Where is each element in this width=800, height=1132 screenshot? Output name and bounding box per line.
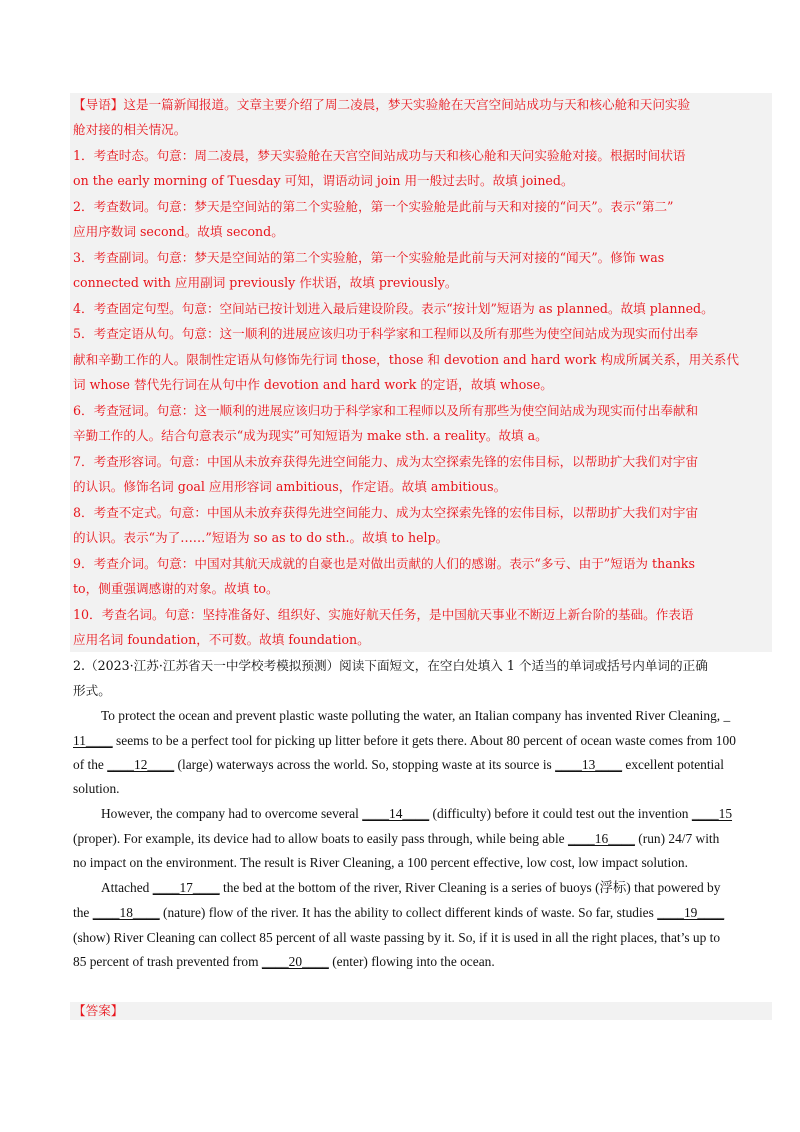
explanation-line: 10．考查名词。句意：坚持准备好、组织好、实施好航天任务，是中国航天事业不断迈上新台阶的基础。作表语 bbox=[73, 607, 694, 622]
passage-line: no impact on the environment. The result is River Cleaning, a 100 percent effective, low cost, low impact solution. bbox=[73, 855, 688, 870]
explanation-line: on the early morning of Tuesday 可知，谓语动词 join 用一般过去时。故填 joined。 bbox=[73, 173, 574, 188]
passage-line: solution. bbox=[73, 781, 120, 796]
answer-label: 【答案】 bbox=[73, 1003, 124, 1018]
blank-11: 11____ bbox=[73, 733, 113, 748]
explanation-line: 7．考查形容词。句意：中国从未放弃获得先进空间能力、成为太空探索先锋的宏伟目标，以帮助扩大我们对宇宙 bbox=[73, 454, 699, 469]
passage-text: (run) 24/7 with bbox=[634, 831, 720, 846]
passage-line bbox=[101, 880, 773, 896]
blank-13: ____13____ bbox=[555, 757, 623, 772]
explanation-line: 9．考查介词。句意：中国对其航天成就的自豪也是对做出贡献的人们的感谢。表示“多亏、由于”短语为 thanks bbox=[73, 556, 695, 571]
passage-text: To protect the ocean and prevent plastic waste polluting the water, an Italian company has invented River Cleaning, bbox=[101, 708, 721, 723]
explanation-line: 2．考查数词。句意：梦天是空间站的第二个实验舱，第一个实验舱是此前与天和对接的“问天”。表示“第二” bbox=[73, 199, 674, 214]
passage-text: 85 percent of trash prevented from bbox=[73, 954, 262, 969]
passage-line bbox=[101, 806, 773, 822]
explanation-line: 舱对接的相关情况。 bbox=[73, 122, 187, 137]
passage-text: (large) waterways across the world. So, stopping waste at its source is bbox=[174, 757, 556, 772]
passage-line bbox=[101, 708, 773, 724]
passage-text: excellent potential bbox=[622, 757, 724, 772]
passage-line bbox=[73, 733, 773, 749]
explanation-line: 的认识。修饰名词 goal 应用形容词 ambitious，作定语。故填 ambitious。 bbox=[73, 479, 507, 494]
passage-line bbox=[73, 905, 773, 921]
passage-line bbox=[73, 831, 773, 847]
explanation-line: 5．考查定语从句。句意：这一顺利的进展应该归功于科学家和工程师以及所有那些为使空间站成为现实而付出奉 bbox=[73, 326, 699, 341]
explanation-line: 【导语】这是一篇新闻报道。文章主要介绍了周二凌晨，梦天实验舱在天宫空间站成功与天和核心舱和天问实验 bbox=[73, 97, 691, 112]
explanation-line: to，侧重强调感谢的对象。故填 to。 bbox=[73, 581, 279, 596]
explanation-line: 应用序数词 second。故填 second。 bbox=[73, 224, 284, 239]
passage-text: (nature) flow of the river. It has the ability to collect different kinds of waste. So far, studies bbox=[159, 905, 658, 920]
explanation-line: 词 whose 替代先行词在从句中作 devotion and hard work 的定语，故填 whose。 bbox=[73, 377, 553, 392]
blank-18: ____18____ bbox=[92, 905, 160, 920]
passage-text: the bbox=[73, 905, 93, 920]
question-header: 形式。 bbox=[73, 683, 111, 698]
passage-line: (show) River Cleaning can collect 85 percent of all waste passing by it. So, if it is used in all the right places, that’s up to bbox=[73, 930, 721, 945]
passage-line bbox=[73, 757, 773, 773]
blank-15: ____15 bbox=[691, 806, 733, 821]
blank-11-start: _ bbox=[723, 708, 731, 723]
explanation-line: 6．考查冠词。句意：这一顺利的进展应该归功于科学家和工程师以及所有那些为使空间站成为现实而付出奉献和 bbox=[73, 403, 699, 418]
blank-20: ____20____ bbox=[261, 954, 329, 969]
explanation-line: connected with 应用副词 previously 作状语，故填 previously。 bbox=[73, 275, 458, 290]
passage-text: Attached bbox=[101, 880, 153, 895]
passage-text: of the bbox=[73, 757, 108, 772]
passage-text: (enter) flowing into the ocean. bbox=[328, 954, 495, 969]
passage-line bbox=[73, 954, 773, 970]
passage-text: the bed at the bottom of the river, River Cleaning is a series of buoys (浮标) that powered by bbox=[219, 880, 721, 895]
blank-14: ____14____ bbox=[362, 806, 430, 821]
explanation-line: 献和辛勤工作的人。限制性定语从句修饰先行词 those，those 和 devotion and hard work 构成所属关系，用关系代 bbox=[73, 352, 739, 367]
question-header: 2.（2023·江苏·江苏省天一中学校考模拟预测）阅读下面短文，在空白处填入 1 个适当的单词或括号内单词的正确 bbox=[73, 658, 708, 673]
passage-text: (proper). For example, its device had to allow boats to easily pass through, while being able bbox=[73, 831, 568, 846]
answer-bar bbox=[70, 1002, 772, 1020]
blank-19: ____19____ bbox=[657, 905, 725, 920]
passage-text: (difficulty) before it could test out the invention bbox=[429, 806, 692, 821]
blank-12: ____12____ bbox=[107, 757, 175, 772]
passage-text: However, the company had to overcome several bbox=[101, 806, 363, 821]
explanation-line: 4．考查固定句型。句意：空间站已按计划进入最后建设阶段。表示“按计划”短语为 as planned。故填 planned。 bbox=[73, 301, 714, 316]
explanation-line: 的认识。表示“为了……”短语为 so as to do sth.。故填 to help。 bbox=[73, 530, 449, 545]
explanation-line: 3．考查副词。句意：梦天是空间站的第二个实验舱，第一个实验舱是此前与天河对接的“闻天”。修饰 was bbox=[73, 250, 665, 265]
blank-16: ____16____ bbox=[567, 831, 635, 846]
explanation-line: 应用名词 foundation，不可数。故填 foundation。 bbox=[73, 632, 370, 647]
explanation-line: 1．考查时态。句意：周二凌晨，梦天实验舱在天宫空间站成功与天和核心舱和天问实验舱对接。根据时间状语 bbox=[73, 148, 686, 163]
blank-17: ____17____ bbox=[152, 880, 220, 895]
explanation-line: 8．考查不定式。句意：中国从未放弃获得先进空间能力、成为太空探索先锋的宏伟目标，以帮助扩大我们对宇宙 bbox=[73, 505, 699, 520]
passage-text: seems to be a perfect tool for picking up litter before it gets there. About 80 percent of ocean waste comes from 100 bbox=[112, 733, 736, 748]
explanation-line: 辛勤工作的人。结合句意表示“成为现实”可知短语为 make sth. a reality。故填 a。 bbox=[73, 428, 548, 443]
